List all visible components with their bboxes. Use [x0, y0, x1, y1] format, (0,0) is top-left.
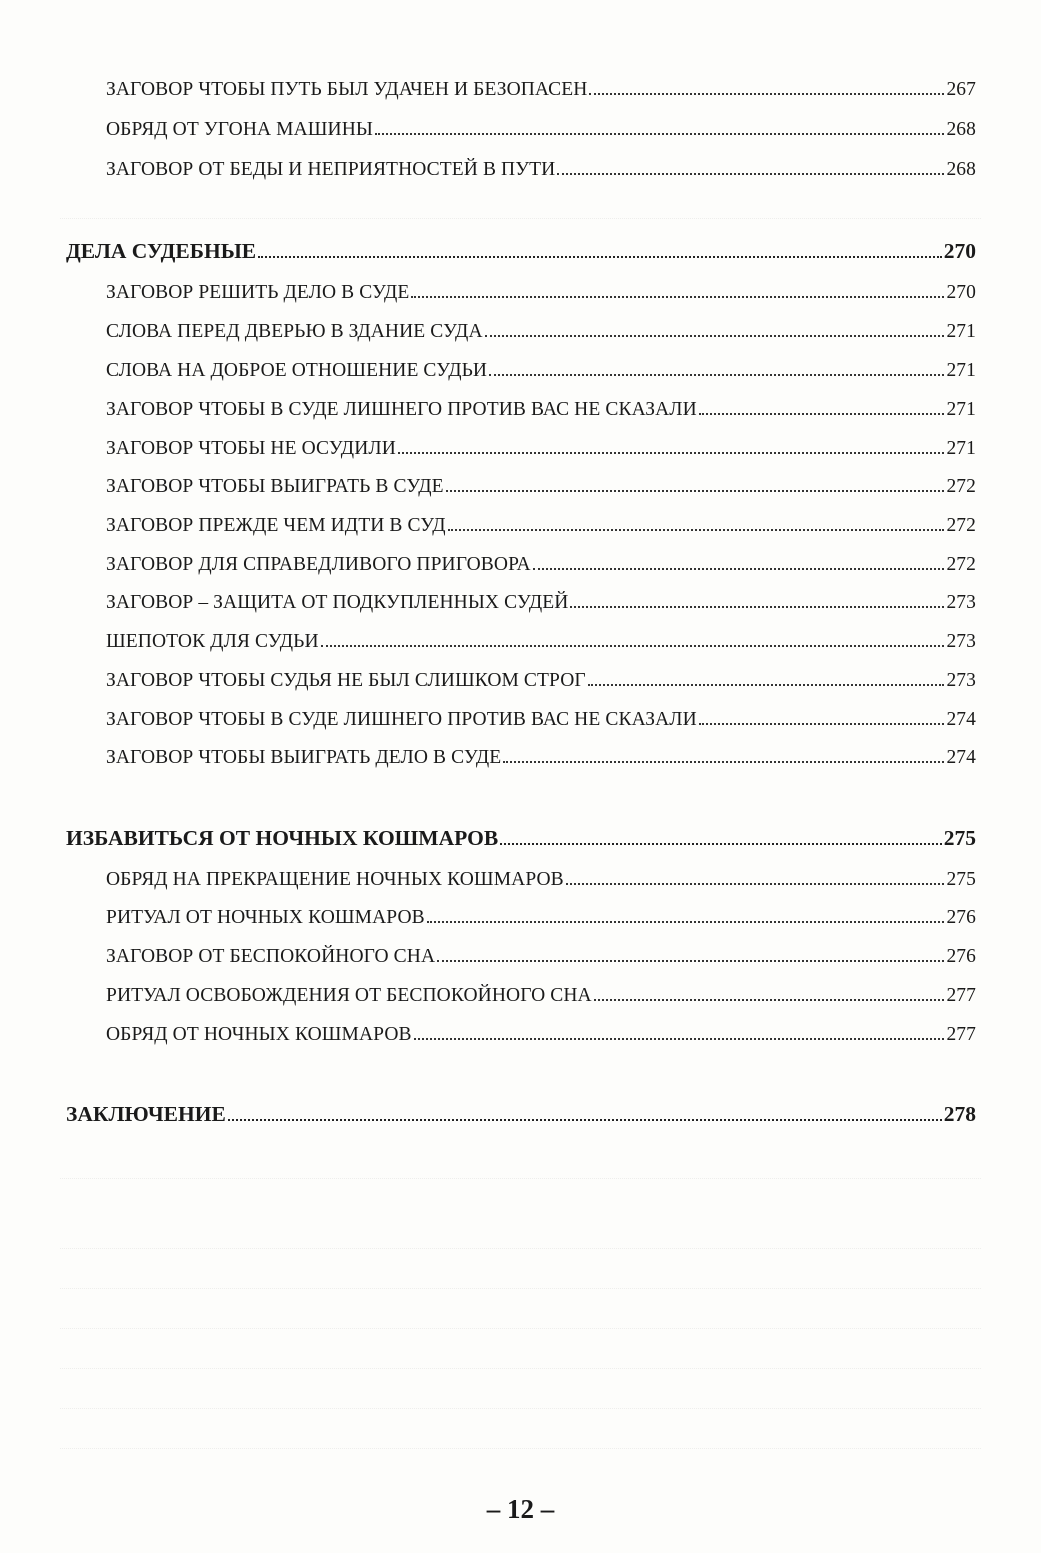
toc-entry-page: 271 [946, 399, 976, 420]
toc-entry-title: ЗАГОВОР РЕШИТЬ ДЕЛО В СУДЕ [106, 282, 410, 303]
dot-leader [489, 374, 944, 376]
toc-entry-page: 274 [946, 709, 976, 730]
toc-entry [66, 947, 976, 967]
dot-leader [427, 921, 945, 923]
toc-entry-page: 272 [946, 476, 976, 497]
dot-leader [588, 684, 945, 686]
toc-entry-page: 273 [946, 631, 976, 652]
toc-entry-title: ЗАГОВОР ЧТОБЫ СУДЬЯ НЕ БЫЛ СЛИШКОМ СТРОГ [106, 670, 586, 691]
toc-entry-page: 273 [946, 592, 976, 613]
toc-entry [66, 400, 976, 420]
toc-entry-title: СЛОВА ПЕРЕД ДВЕРЬЮ В ЗДАНИЕ СУДА [106, 321, 483, 342]
dot-leader [414, 1038, 945, 1040]
toc-entry-title: РИТУАЛ ОТ НОЧНЫХ КОШМАРОВ [106, 907, 425, 928]
toc-entry-title: СЛОВА НА ДОБРОЕ ОТНОШЕНИЕ СУДЬИ [106, 360, 488, 381]
toc-entry-page: 270 [946, 282, 976, 303]
toc-section-page: 275 [943, 826, 976, 850]
toc-entry [66, 748, 976, 768]
page-number: – 12 – [486, 1494, 555, 1524]
toc-section-title: ДЕЛА СУДЕБНЫЕ [66, 239, 257, 263]
toc-entry-page: 273 [946, 670, 976, 691]
toc-entry-page: 268 [946, 119, 976, 140]
toc-entry-page: 268 [946, 159, 976, 180]
toc-entry-page: 277 [946, 1024, 976, 1045]
toc-entry-title: ОБРЯД ОТ НОЧНЫХ КОШМАРОВ [106, 1024, 412, 1045]
toc-entry-title: ЗАГОВОР ПРЕЖДЕ ЧЕМ ИДТИ В СУД [106, 515, 446, 536]
toc-entry [66, 322, 976, 342]
dot-leader [500, 843, 942, 845]
toc-entry-page: 276 [946, 946, 976, 967]
toc-entry [66, 710, 976, 730]
dot-leader [557, 173, 944, 175]
dot-leader [437, 960, 944, 962]
toc-entry-title: ЗАГОВОР ЧТОБЫ НЕ ОСУДИЛИ [106, 438, 396, 459]
toc-section-page: 270 [943, 239, 976, 263]
toc-entry [66, 516, 976, 536]
toc-entry-page: 272 [946, 515, 976, 536]
toc-entry-title: РИТУАЛ ОСВОБОЖДЕНИЯ ОТ БЕСПОКОЙНОГО СНА [106, 985, 592, 1006]
dot-leader [375, 133, 944, 135]
toc-entry-title: ЗАГОВОР ДЛЯ СПРАВЕДЛИВОГО ПРИГОВОРА [106, 554, 531, 575]
toc-section-title: ЗАКЛЮЧЕНИЕ [66, 1102, 226, 1126]
toc-entry-page: 271 [946, 321, 976, 342]
toc-entry-title: ОБРЯД НА ПРЕКРАЩЕНИЕ НОЧНЫХ КОШМАРОВ [106, 869, 564, 890]
toc-entry [66, 160, 976, 180]
toc-entry-page: 271 [946, 360, 976, 381]
toc-section-title: ИЗБАВИТЬСЯ ОТ НОЧНЫХ КОШМАРОВ [66, 826, 499, 850]
toc-entry-page: 275 [946, 869, 976, 890]
toc-entry [66, 908, 976, 928]
toc-entry [66, 80, 976, 100]
toc-entry-page: 277 [946, 985, 976, 1006]
dot-leader [570, 606, 944, 608]
toc-entry-page: 271 [946, 438, 976, 459]
dot-leader [533, 568, 945, 570]
toc-entry-page: 272 [946, 554, 976, 575]
dot-leader [699, 413, 945, 415]
toc-entry [66, 986, 976, 1006]
toc-entry [66, 283, 976, 303]
toc-entry [66, 439, 976, 459]
dot-leader [411, 296, 944, 298]
toc-entry [66, 593, 976, 613]
dot-leader [566, 883, 945, 885]
toc-entry [66, 555, 976, 575]
dot-leader [228, 1119, 942, 1121]
toc-entry-title: ЗАГОВОР ЧТОБЫ В СУДЕ ЛИШНЕГО ПРОТИВ ВАС НЕ СКАЗАЛИ [106, 709, 697, 730]
dot-leader [503, 761, 944, 763]
dot-leader [589, 93, 944, 95]
toc-section [66, 828, 976, 850]
toc-entry-title: ОБРЯД ОТ УГОНА МАШИНЫ [106, 119, 374, 140]
dot-leader [321, 645, 945, 647]
toc-entry-title: ЗАГОВОР ЧТОБЫ В СУДЕ ЛИШНЕГО ПРОТИВ ВАС НЕ СКАЗАЛИ [106, 399, 697, 420]
toc-entry-title: ЗАГОВОР ОТ БЕДЫ И НЕПРИЯТНОСТЕЙ В ПУТИ [106, 159, 556, 180]
dot-leader [448, 529, 945, 531]
toc-entry [66, 120, 976, 140]
dot-leader [398, 452, 945, 454]
toc-entry-page: 274 [946, 747, 976, 768]
toc-entry [66, 1025, 976, 1045]
toc-section [66, 241, 976, 263]
toc-entry [66, 870, 976, 890]
dot-leader [699, 723, 945, 725]
toc-entry-title: ЗАГОВОР ЧТОБЫ ВЫИГРАТЬ В СУДЕ [106, 476, 444, 497]
toc-entry-page: 267 [946, 79, 976, 100]
toc-entry-title: ЗАГОВОР ЧТОБЫ ПУТЬ БЫЛ УДАЧЕН И БЕЗОПАСЕН [106, 79, 588, 100]
dot-leader [485, 335, 945, 337]
toc-section [66, 1104, 976, 1126]
toc-section-page: 278 [943, 1102, 976, 1126]
toc-entry-title: ЗАГОВОР – ЗАЩИТА ОТ ПОДКУПЛЕННЫХ СУДЕЙ [106, 592, 569, 613]
dot-leader [594, 999, 945, 1001]
toc-entry-title: ЗАГОВОР ОТ БЕСПОКОЙНОГО СНА [106, 946, 436, 967]
toc-entry-title: ЗАГОВОР ЧТОБЫ ВЫИГРАТЬ ДЕЛО В СУДЕ [106, 747, 502, 768]
table-of-contents [66, 0, 976, 1553]
toc-entry [66, 632, 976, 652]
toc-entry [66, 477, 976, 497]
toc-entry [66, 671, 976, 691]
dot-leader [258, 256, 942, 258]
toc-entry-page: 276 [946, 907, 976, 928]
toc-entry-title: ШЕПОТОК ДЛЯ СУДЬИ [106, 631, 319, 652]
toc-entry [66, 361, 976, 381]
dot-leader [446, 490, 945, 492]
